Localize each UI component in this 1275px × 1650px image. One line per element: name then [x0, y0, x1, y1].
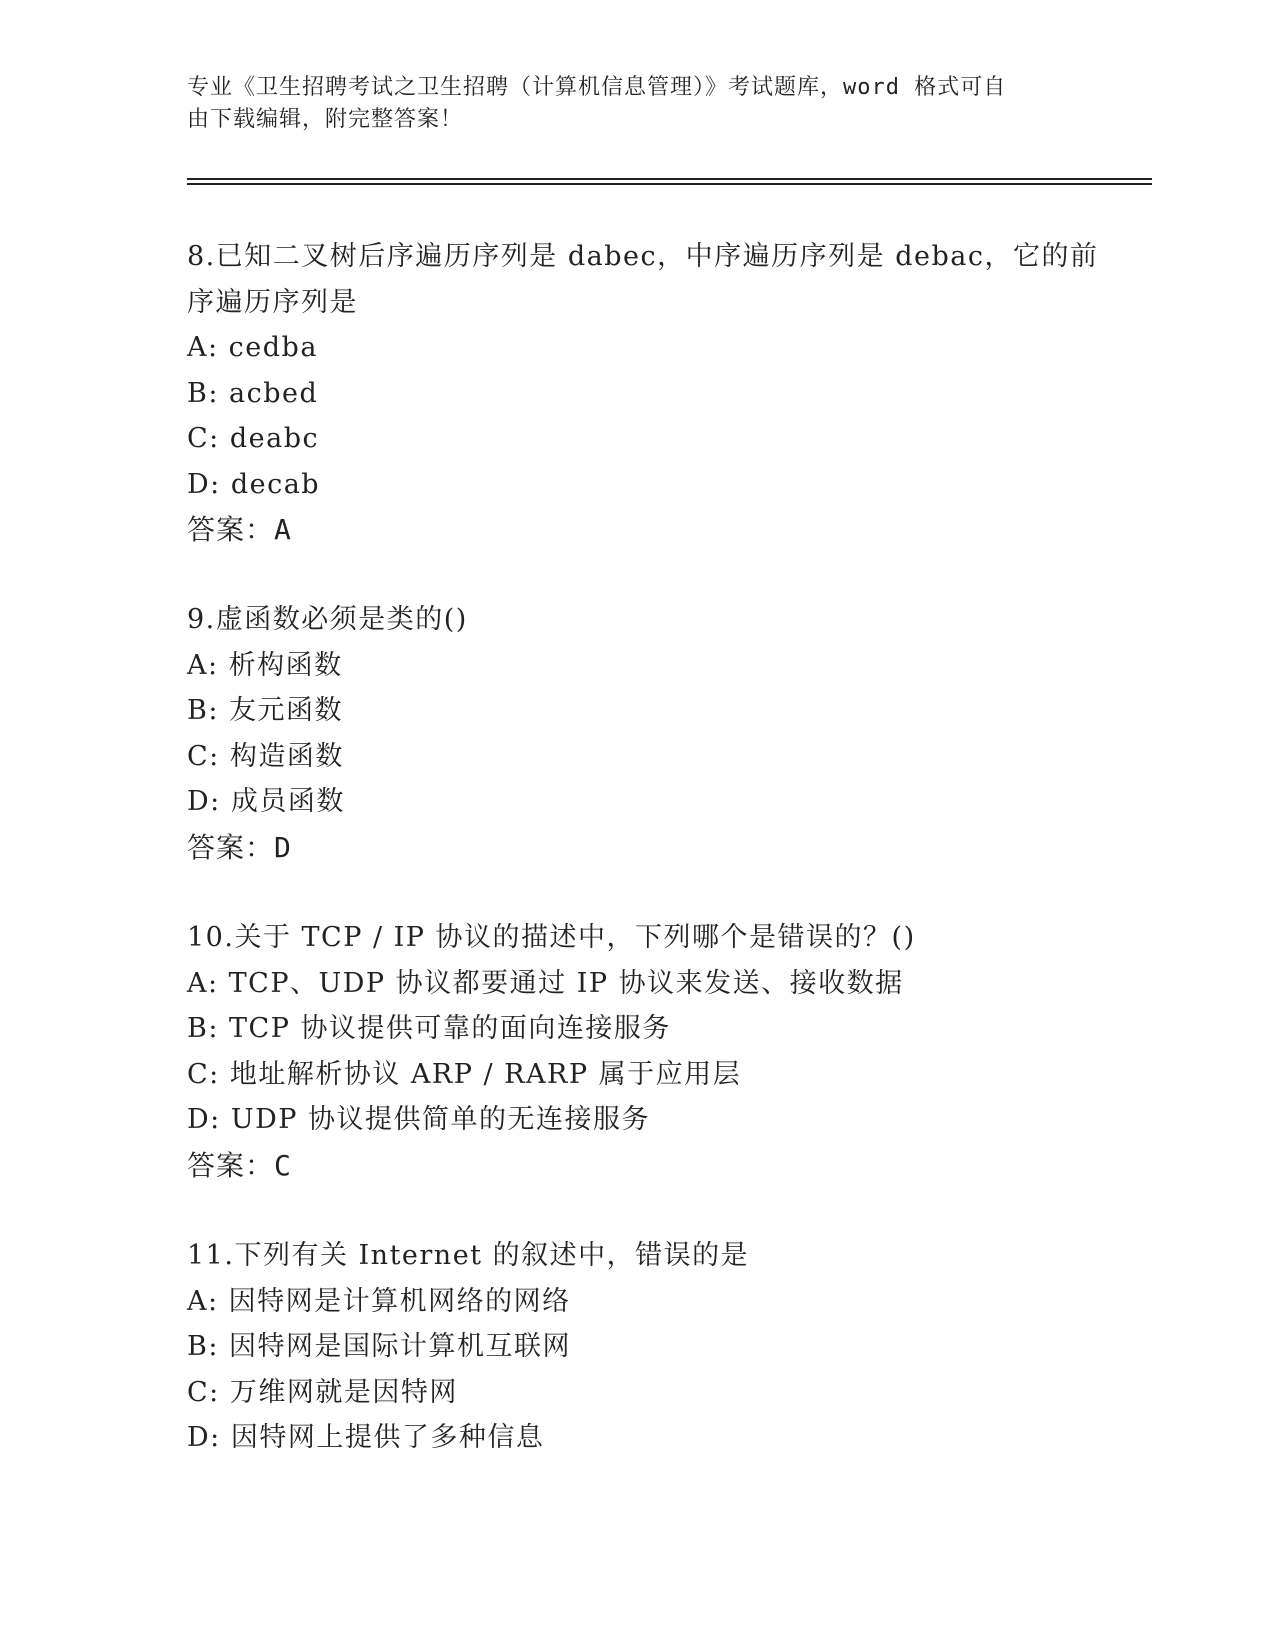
question-11	[187, 1233, 1087, 1461]
document-header	[187, 72, 1067, 136]
header-line-1: 专业《卫生招聘考试之卫生招聘（计算机信息管理）》考试题库，word 格式可自	[187, 75, 1007, 100]
option-b: B: TCP 协议提供可靠的面向连接服务	[187, 1013, 671, 1044]
option-a: A: TCP、UDP 协议都要通过 IP 协议来发送、接收数据	[187, 967, 904, 999]
question-stem: 10.关于 TCP / IP 协议的描述中，下列哪个是错误的？()	[187, 922, 916, 953]
option-a: A: 因特网是计算机网络的网络	[187, 1285, 571, 1317]
question-stem-continued: 序遍历序列是	[187, 286, 358, 318]
option-d: D: decab	[187, 468, 321, 500]
option-c: C: 万维网就是因特网	[187, 1376, 458, 1408]
option-d: D: UDP 协议提供简单的无连接服务	[187, 1104, 650, 1135]
question-8	[187, 234, 1099, 553]
question-stem: 9.虚函数必须是类的()	[187, 604, 468, 635]
option-b: B: acbed	[187, 377, 319, 409]
answer-line: 答案：A	[187, 513, 292, 546]
header-rule-bottom	[187, 183, 1152, 185]
option-b: B: 友元函数	[187, 695, 344, 726]
question-10	[187, 915, 1087, 1188]
option-d: D: 成员函数	[187, 786, 345, 817]
option-a: A: 析构函数	[187, 649, 343, 681]
question-9	[187, 597, 1087, 870]
header-line-2: 由下载编辑，附完整答案！	[187, 107, 464, 132]
option-c: C: 构造函数	[187, 740, 344, 772]
option-b: B: 因特网是国际计算机互联网	[187, 1331, 572, 1362]
option-d: D: 因特网上提供了多种信息	[187, 1422, 545, 1453]
header-rule-top	[187, 178, 1152, 180]
option-c: C: 地址解析协议 ARP / RARP 属于应用层	[187, 1058, 742, 1090]
question-stem: 8.已知二叉树后序遍历序列是 dabec，中序遍历序列是 debac，它的前	[187, 241, 1099, 272]
question-stem: 11.下列有关 Internet 的叙述中，错误的是	[187, 1240, 750, 1271]
option-c: C: deabc	[187, 423, 320, 454]
option-a: A: cedba	[187, 332, 318, 363]
answer-line: 答案：D	[187, 830, 292, 864]
answer-line: 答案：C	[187, 1148, 292, 1182]
